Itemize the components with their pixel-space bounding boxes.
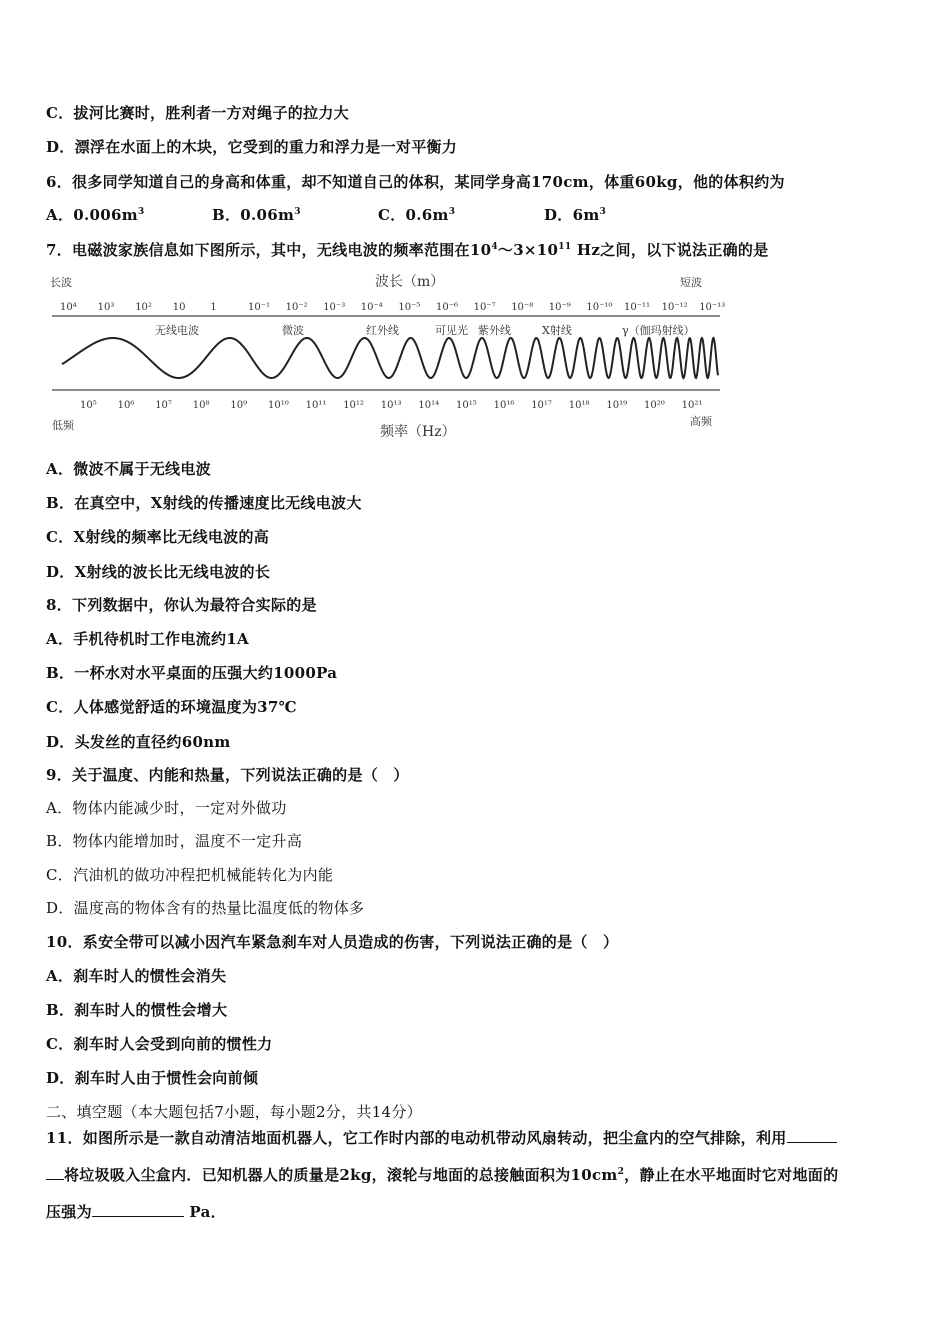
q5-option-d: D．漂浮在水面上的木块，它受到的重力和浮力是一对平衡力: [46, 138, 458, 156]
frequency-tick: 10¹²: [343, 400, 364, 411]
q7-option-b: B．在真空中，X射线的传播速度比无线电波大: [46, 494, 362, 512]
frequency-tick: 10⁸: [192, 400, 210, 411]
frequency-tick: 10⁶: [117, 400, 135, 411]
section-2-heading: 二、填空题（本大题包括7小题，每小题2分，共14分）: [46, 1103, 422, 1121]
frequency-tick: 10¹¹: [305, 400, 327, 411]
q11-line-3: 压强为 Pa．: [46, 1203, 226, 1221]
low-frequency-label: 低频: [52, 419, 74, 432]
band-label: 红外线: [366, 324, 399, 337]
frequency-tick: 10⁹: [230, 400, 248, 411]
wavelength-tick: 10⁻¹⁰: [586, 302, 613, 313]
q8-option-d: D．头发丝的直径约60nm: [46, 733, 231, 751]
wavelength-ticks: [60, 302, 725, 313]
wavelength-tick: 10⁻¹³: [699, 302, 726, 313]
q9-option-c: C．汽油机的做功冲程把机械能转化为内能: [46, 866, 334, 884]
frequency-tick: 10¹⁴: [418, 400, 440, 411]
wavelength-tick: 10⁴: [60, 302, 77, 313]
frequency-ticks: [80, 400, 702, 411]
em-spectrum-figure: [50, 270, 730, 445]
frequency-title: 频率（Hz）: [380, 424, 456, 440]
frequency-tick: 10¹⁸: [568, 400, 590, 411]
wavelength-tick: 10⁻⁹: [548, 302, 571, 313]
q11-blank-2[interactable]: [92, 1202, 184, 1217]
q7-option-a: A．微波不属于无线电波: [46, 460, 211, 478]
wavelength-tick: 10⁻¹¹: [624, 302, 651, 313]
frequency-tick: 10²¹: [681, 400, 703, 411]
frequency-tick: 10⁷: [155, 400, 172, 411]
wavelength-tick: 10⁻¹²: [661, 302, 688, 313]
frequency-tick: 10¹⁰: [268, 400, 289, 411]
wavelength-tick: 10⁻⁴: [360, 302, 383, 313]
q8-option-a: A．手机待机时工作电流约1A: [46, 630, 249, 648]
band-labels: [155, 323, 695, 337]
wavelength-tick: 10⁻¹: [248, 302, 271, 313]
q10-option-d: D．刹车时人由于惯性会向前倾: [46, 1069, 259, 1087]
q7-option-c: C．X射线的频率比无线电波的高: [46, 528, 270, 546]
wavelength-tick: 10⁻⁵: [398, 302, 421, 313]
q7-option-d: D．X射线的波长比无线电波的长: [46, 563, 271, 581]
band-label: 无线电波: [155, 324, 199, 337]
short-wave-label: 短波: [680, 276, 702, 289]
wavelength-tick: 1: [210, 302, 217, 313]
frequency-tick: 10¹⁹: [606, 400, 628, 411]
frequency-tick: 10¹³: [380, 400, 402, 411]
q10-option-a: A．刹车时人的惯性会消失: [46, 967, 227, 985]
wavelength-tick: 10⁻⁶: [436, 302, 459, 313]
q9-option-a: A．物体内能减少时，一定对外做功: [46, 799, 287, 817]
q9-option-b: B．物体内能增加时，温度不一定升高: [46, 832, 303, 850]
q8-option-c: C．人体感觉舒适的环境温度为37℃: [46, 698, 297, 716]
wavelength-tick: 10⁻²: [285, 302, 308, 313]
frequency-tick: 10²⁰: [644, 400, 665, 411]
q9-stem: 9．关于温度、内能和热量，下列说法正确的是（ ）: [46, 766, 409, 784]
q11-line-1: 11．如图所示是一款自动清洁地面机器人，它工作时内部的电动机带动风扇转动，把尘盒内的空气排除，利用: [46, 1127, 837, 1148]
band-label: 紫外线: [478, 324, 511, 337]
wavelength-tick: 10⁻⁸: [511, 302, 534, 313]
high-frequency-label: 高频: [690, 415, 712, 428]
wavelength-tick: 10: [172, 302, 186, 313]
q8-option-b: B．一杯水对水平桌面的压强大约1000Pa: [46, 664, 338, 682]
q11-blank-1-cont: [46, 1165, 64, 1180]
q11-blank-1[interactable]: [787, 1128, 837, 1143]
band-label: 微波: [282, 324, 304, 337]
frequency-tick: 10¹⁵: [456, 400, 477, 411]
wavelength-tick: 10²: [135, 302, 152, 313]
frequency-tick: 10⁵: [80, 400, 97, 411]
q10-option-b: B．刹车时人的惯性会增大: [46, 1001, 228, 1019]
q6-stem: 6．很多同学知道自己的身高和体重，却不知道自己的体积，某同学身高170cm，体重60kg，他的体积约为: [46, 173, 785, 191]
wavelength-tick: 10⁻³: [323, 302, 346, 313]
q10-option-c: C．刹车时人会受到向前的惯性力: [46, 1035, 273, 1053]
q6-option-d: D．$6m^3$: [544, 206, 607, 224]
q6-option-c: C．$0.6m^3$: [378, 206, 456, 224]
q6-option-b: B．$0.06m^3$: [212, 206, 301, 224]
q6-option-a: A．$0.006m^3$: [46, 206, 145, 224]
wavelength-tick: 10³: [97, 302, 115, 313]
band-label: X射线: [542, 324, 572, 337]
wavelength-tick: 10⁻⁷: [473, 302, 496, 313]
frequency-tick: 10¹⁷: [531, 400, 552, 411]
q8-stem: 8．下列数据中，你认为最符合实际的是: [46, 596, 317, 614]
wavelength-title: 波长（m）: [375, 274, 445, 290]
q11-line-2: 将垃圾吸入尘盒内．已知机器人的质量是2kg，滚轮与地面的总接触面积为$10cm^2$，静止在水平地面时它对地面的: [46, 1164, 838, 1185]
q5-option-c: C．拔河比赛时，胜利者一方对绳子的拉力大: [46, 104, 349, 122]
q7-stem: 7．电磁波家族信息如下图所示，其中，无线电波的频率范围在$10^4\sim 3\times 10^{11}$ Hz之间，以下说法正确的是: [46, 241, 769, 259]
q6-options: [46, 204, 606, 225]
band-label: 可见光: [435, 324, 468, 337]
q10-stem: 10．系安全带可以减小因汽车紧急刹车对人员造成的伤害，下列说法正确的是（ ）: [46, 933, 619, 951]
frequency-tick: 10¹⁶: [493, 400, 515, 411]
band-label: γ（伽玛射线）: [622, 324, 695, 337]
long-wave-label: 长波: [50, 276, 72, 289]
wave-curve: [62, 338, 718, 378]
q9-option-d: D．温度高的物体含有的热量比温度低的物体多: [46, 899, 365, 917]
